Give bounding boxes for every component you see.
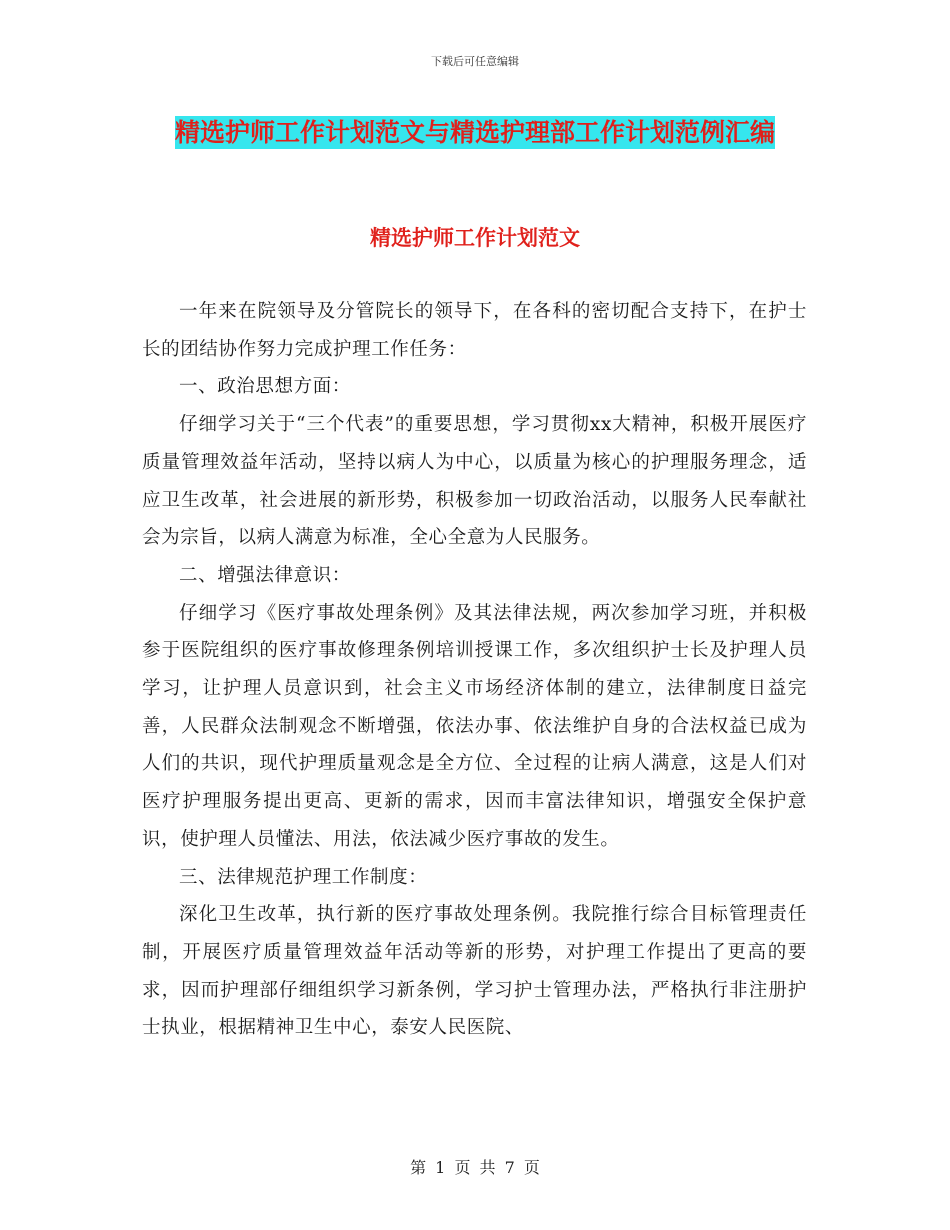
paragraph: 深化卫生改革，执行新的医疗事故处理条例。我院推行综合目标管理责任制，开展医疗质量管理效益年活动等新的形势，对护理工作提出了更高的要求，因而护理部仔细组织学习新条例，学习护士管理办法，严格执行非注册护士执业，根据精神卫生中心，泰安人民医院、 bbox=[142, 904, 807, 1039]
paragraph: 仔细学习关于“三个代表”的重要思想，学习贯彻xx大精神，积极开展医疗质量管理效益年活动，坚持以病人为中心，以质量为核心的护理服务理念，适应卫生改革，社会进展的新形势，积极参加一切政治活动，以服务人民奉献社会为宗旨，以病人满意为标准，全心全意为人民服务。 bbox=[142, 414, 807, 549]
document-title-text: 精选护师工作计划范文与精选护理部工作计划范例汇编 bbox=[174, 118, 775, 147]
document-title bbox=[140, 112, 810, 154]
header-note: 下载后可任意编辑 bbox=[431, 55, 519, 68]
paragraph-heading: 一、政治思想方面： bbox=[179, 376, 351, 398]
page-footer: 第 1 页 共 7 页 bbox=[410, 1158, 540, 1177]
section-title: 精选护师工作计划范文 bbox=[370, 225, 580, 250]
paragraph: 一年来在院领导及分管院长的领导下，在各科的密切配合支持下，在护士长的团结协作努力完成护理工作任务： bbox=[142, 301, 807, 360]
paragraph-heading: 三、法律规范护理工作制度： bbox=[179, 866, 428, 888]
body-text bbox=[142, 293, 807, 1047]
paragraph-heading: 二、增强法律意识： bbox=[179, 564, 351, 586]
paragraph: 仔细学习《医疗事故处理条例》及其法律法规，两次参加学习班，并积极参于医院组织的医疗事故修理条例培训授课工作，多次组织护士长及护理人员学习，让护理人员意识到，社会主义市场经济体制的建立，法律制度日益完善，人民群众法制观念不断增强，依法办事、依法维护自身的合法权益已成为人们的共识，现代护理质量观念是全方位、全过程的让病人满意，这是人们对医疗护理服务提出更高、更新的需求，因而丰富法律知识，增强安全保护意识，使护理人员懂法、用法，依法减少医疗事故的发生。 bbox=[142, 602, 807, 850]
